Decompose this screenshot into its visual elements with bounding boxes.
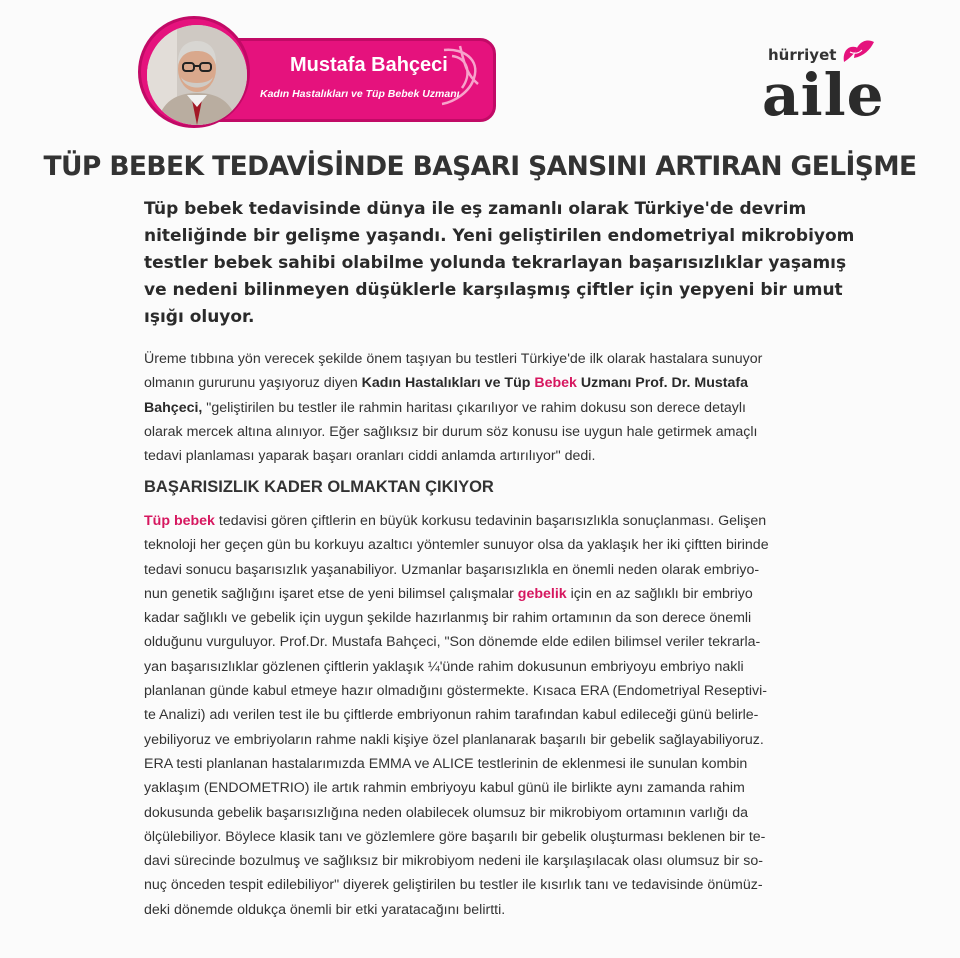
body-line xyxy=(144,582,834,606)
body-line xyxy=(144,371,834,395)
body-text: için en az sağlıklı bir embriyo xyxy=(566,585,753,602)
body-paragraph-1 xyxy=(144,347,834,468)
body-line: dokusunda gebelik başarısızlığına neden olabilecek olumsuz bir mikrobiyom ortamının varlığı da xyxy=(144,804,749,821)
body-line: planlanan günde kabul etmeye hazır olmadığını göstermekte. Kısaca ERA (Endometriyal Reseptivi- xyxy=(144,683,768,700)
author-card xyxy=(138,16,494,128)
body-line: tedavi sonucu başarısızlık yaşanabiliyor. Uzmanlar başarısızlıkla en önemli neden olarak embriyo- xyxy=(144,561,760,578)
tup-bebek-link[interactable]: Tüp bebek xyxy=(144,513,215,529)
body-line: Üreme tıbbına yön verecek şekilde önem taşıyan bu testleri Türkiye'de ilk olarak hastalara sunuyor xyxy=(144,351,763,367)
body-line xyxy=(144,509,834,533)
author-photo-frame xyxy=(138,16,250,128)
body-text: nun genetik sağlığını işaret etse de yeni bilimsel çalışmalar xyxy=(144,585,518,602)
body-line: yan başarısızlıklar gözlenen çiftlerin yaklaşık ¼'ünde rahim dokusunun embriyoyu embriyo nakli xyxy=(144,658,744,675)
body-line: olduğunu vurguluyor. Prof.Dr. Mustafa Bahçeci, "Son dönemde elde edilen bilimsel veriler tekrarla- xyxy=(144,634,761,651)
author-title: Kadın Hastalıkları ve Tüp Bebek Uzmanı xyxy=(260,88,460,100)
lead-line: Tüp bebek tedavisinde dünya ile eş zamanlı olarak Türkiye'de devrim xyxy=(144,199,807,219)
body-line xyxy=(144,396,834,420)
lead-paragraph xyxy=(144,196,864,331)
body-line: davi sürecinde bozulmuş ve sağlıksız bir mikrobiyom nedeni ile karşılaşılacak olası olumsuz bir so- xyxy=(144,853,763,870)
leaf-icon xyxy=(840,36,876,66)
author-photo xyxy=(147,25,247,125)
hurriyet-aile-logo xyxy=(760,42,900,129)
body-line: yebiliyoruz ve embriyoların rahme nakli kişiye özel planlanarak başarılı bir gebelik sağlayabiliyoruz. xyxy=(144,731,764,748)
body-paragraph-2 xyxy=(144,509,834,922)
body-bold: Uzmanı Prof. Dr. Mustafa xyxy=(576,375,749,392)
body-text: "geliştirilen bu testler ile rahmin haritası çıkarılıyor ve rahim dokusu son derece detaylı xyxy=(202,399,746,416)
lead-line: ışığı oluyor. xyxy=(144,307,255,327)
body-line: te Analizi) adı verilen test ile bu çiftlerde embriyonun rahim tarafından kabul edileceği günü belirle- xyxy=(144,707,759,724)
gebelik-link[interactable]: gebelik xyxy=(517,585,567,602)
body-line: deki dönemde oldukça önemli bir etki yaratacağını belirtti. xyxy=(144,901,506,918)
body-line: ölçülebiliyor. Böylece klasik tanı ve gözlemlere göre başarılı bir gebelik oluşturması beklenen bir te- xyxy=(144,828,766,845)
bebek-link[interactable]: Bebek xyxy=(534,375,577,392)
author-name: Mustafa Bahçeci xyxy=(290,54,448,76)
logo-big-text: aile xyxy=(762,61,885,129)
headline: TÜP BEBEK TEDAVİSİNDE BAŞARI ŞANSINI ARTIRAN GELİŞME xyxy=(43,151,917,182)
section-subheading: BAŞARISIZLIK KADER OLMAKTAN ÇIKIYOR xyxy=(144,478,494,496)
body-text: tedavisi gören çiftlerin en büyük korkusu tedavinin başarısızlıkla sonuçlanması. Gelişen xyxy=(214,513,767,529)
body-line: ERA testi planlanan hastalarımızda EMMA ve ALICE testlerinin de eklenmesi ile sunulan kombin xyxy=(144,755,748,772)
body-bold: Kadın Hastalıkları ve Tüp xyxy=(361,375,535,392)
lead-line: ve nedeni bilinmeyen düşüklerle karşılaşmış çiftler için yepyeni bir umut xyxy=(144,280,843,300)
body-line: tedavi planlaması yaparak başarı oranları ciddi anlamda artırılıyor" dedi. xyxy=(144,448,596,465)
lead-line: testler bebek sahibi olabilme yolunda tekrarlayan başarısızlıklar yaşamış xyxy=(144,253,847,273)
body-text: olmanın gururunu yaşıyoruz diyen xyxy=(144,375,362,392)
body-line: teknoloji her geçen gün bu korkuyu azaltıcı yöntemler sunuyor olsa da yaklaşık her iki çiftten birinde xyxy=(144,537,769,554)
body-line: yaklaşım (ENDOMETRIO) ile artık rahmin embriyoyu kabul günü ile birlikte aynı zamanda rahim xyxy=(144,780,745,797)
body-line: kadar sağlıklı ve gebelik için uygun şekilde hazırlanmış bir rahim ortamının da son derece önemli xyxy=(144,610,752,627)
body-line: olarak mercek altına alınıyor. Eğer sağlıksız bir durum söz konusu ise uygun hale getirmek amaçlı xyxy=(144,423,758,440)
body-line: nuç önceden tespit edilebiliyor" diyerek geliştirilen bu testler ile kısırlık tanı ve tedavisinde önümüz- xyxy=(144,877,763,894)
lead-line: niteliğinde bir gelişme yaşandı. Yeni geliştirilen endometriyal mikrobiyom xyxy=(144,226,855,246)
body-bold: Bahçeci, xyxy=(144,399,203,416)
logo-small-text: hürriyet xyxy=(768,46,837,64)
